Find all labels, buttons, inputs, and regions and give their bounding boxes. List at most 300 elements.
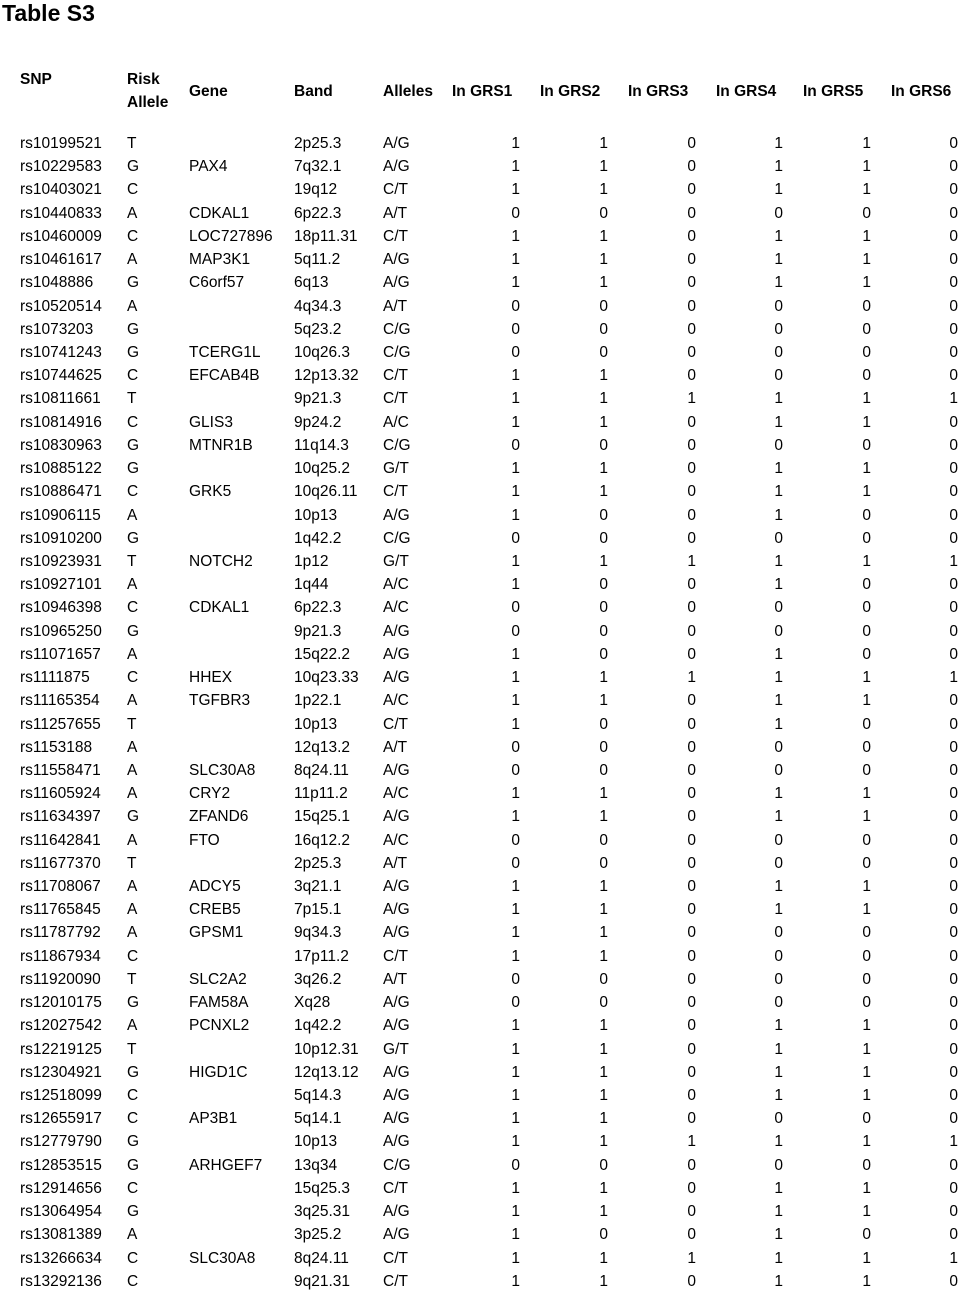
cell-grs1: 1 xyxy=(511,1017,520,1035)
cell-alleles: A/C xyxy=(383,831,409,849)
cell-risk-allele: T xyxy=(127,390,137,408)
cell-risk-allele: A xyxy=(127,506,138,524)
cell-grs6: 0 xyxy=(949,1063,958,1081)
cell-alleles: A/C xyxy=(383,576,409,594)
cell-risk-allele: C xyxy=(127,1272,139,1290)
cell-band: 15q25.1 xyxy=(294,808,351,826)
cell-gene: TCERG1L xyxy=(189,343,261,361)
cell-grs5: 0 xyxy=(862,924,871,942)
cell-band: 9p21.3 xyxy=(294,622,342,640)
cell-grs5: 1 xyxy=(862,460,871,478)
cell-gene: CRY2 xyxy=(189,785,231,803)
cell-gene: ZFAND6 xyxy=(189,808,249,826)
cell-alleles: A/T xyxy=(383,854,408,872)
cell-grs5: 1 xyxy=(862,1272,871,1290)
cell-risk-allele: A xyxy=(127,878,138,896)
cell-risk-allele: C xyxy=(127,669,139,687)
cell-grs3: 1 xyxy=(687,1249,696,1267)
cell-alleles: C/G xyxy=(383,529,411,547)
cell-snp: rs10906115 xyxy=(20,506,101,524)
cell-grs3: 0 xyxy=(687,135,696,152)
cell-grs6: 0 xyxy=(949,320,958,338)
cell-alleles: C/T xyxy=(383,947,408,965)
cell-gene: EFCAB4B xyxy=(189,367,260,385)
cell-grs2: 0 xyxy=(599,645,608,663)
cell-grs2: 1 xyxy=(599,924,608,942)
cell-snp: rs12219125 xyxy=(20,1040,102,1058)
cell-grs6: 0 xyxy=(949,529,958,547)
cell-grs3: 0 xyxy=(687,994,696,1012)
cell-grs2: 0 xyxy=(599,436,608,454)
cell-risk-allele: C xyxy=(127,227,139,245)
cell-band: 10q25.2 xyxy=(294,460,351,478)
cell-risk-allele: G xyxy=(127,1063,140,1081)
cell-snp: rs12655917 xyxy=(20,1110,102,1128)
cell-risk-allele: A xyxy=(127,251,138,269)
cell-snp: rs12027542 xyxy=(20,1017,102,1035)
cell-grs5: 1 xyxy=(862,878,871,896)
cell-grs4: 1 xyxy=(774,506,783,524)
cell-grs1: 0 xyxy=(511,343,520,361)
cell-risk-allele: G xyxy=(127,529,140,547)
cell-grs2: 1 xyxy=(599,785,608,803)
cell-risk-allele: C xyxy=(127,599,139,617)
cell-grs3: 0 xyxy=(687,436,696,454)
cell-alleles: C/T xyxy=(383,181,408,199)
cell-grs4: 0 xyxy=(774,529,783,547)
cell-grs4: 1 xyxy=(774,1040,783,1058)
cell-grs4: 1 xyxy=(774,483,783,501)
cell-gene: SLC30A8 xyxy=(189,1249,256,1267)
cell-grs1: 1 xyxy=(511,413,520,431)
cell-grs4: 1 xyxy=(774,1063,783,1081)
cell-band: 1p22.1 xyxy=(294,692,342,710)
header-snp: SNP xyxy=(20,71,52,88)
cell-alleles: A/G xyxy=(383,1063,410,1081)
cell-grs4: 0 xyxy=(774,994,783,1012)
cell-grs3: 0 xyxy=(687,645,696,663)
cell-grs4: 0 xyxy=(774,947,783,965)
cell-grs2: 1 xyxy=(599,413,608,431)
cell-snp: rs10886471 xyxy=(20,483,102,501)
cell-risk-allele: T xyxy=(127,135,137,152)
cell-risk-allele: A xyxy=(127,738,138,756)
cell-grs1: 1 xyxy=(511,1226,520,1244)
cell-alleles: C/G xyxy=(383,436,411,454)
cell-snp: rs10946398 xyxy=(20,599,102,617)
cell-grs6: 0 xyxy=(949,970,958,988)
cell-snp: rs11605924 xyxy=(20,785,101,803)
cell-alleles: C/G xyxy=(383,320,411,338)
cell-gene: LOC727896 xyxy=(189,227,273,245)
cell-band: 5q11.2 xyxy=(294,251,341,269)
cell-grs1: 1 xyxy=(511,1179,520,1197)
cell-grs5: 0 xyxy=(862,436,871,454)
cell-grs2: 0 xyxy=(599,297,608,315)
cell-snp: rs10830963 xyxy=(20,436,102,454)
cell-band: 2p25.3 xyxy=(294,135,342,152)
cell-grs4: 0 xyxy=(774,831,783,849)
cell-grs6: 0 xyxy=(949,135,958,152)
cell-risk-allele: C xyxy=(127,413,139,431)
cell-grs1: 1 xyxy=(511,715,520,733)
cell-band: 9q21.31 xyxy=(294,1272,351,1290)
cell-grs5: 1 xyxy=(862,390,871,408)
cell-grs3: 1 xyxy=(687,390,696,408)
cell-alleles: A/G xyxy=(383,1110,410,1128)
cell-grs4: 1 xyxy=(774,1179,783,1197)
cell-risk-allele: C xyxy=(127,1249,139,1267)
cell-alleles: A/G xyxy=(383,135,410,152)
cell-grs3: 0 xyxy=(687,622,696,640)
cell-snp: rs1111875 xyxy=(20,669,90,687)
cell-grs4: 0 xyxy=(774,854,783,872)
cell-risk-allele: G xyxy=(127,1203,140,1221)
cell-alleles: C/G xyxy=(383,343,411,361)
cell-band: 10p13 xyxy=(294,1133,338,1151)
cell-snp: rs1048886 xyxy=(20,274,94,292)
cell-grs3: 0 xyxy=(687,227,696,245)
cell-risk-allele: C xyxy=(127,1179,139,1197)
cell-grs5: 0 xyxy=(862,576,871,594)
cell-grs3: 0 xyxy=(687,506,696,524)
cell-grs1: 0 xyxy=(511,831,520,849)
cell-grs4: 0 xyxy=(774,343,783,361)
cell-grs3: 0 xyxy=(687,785,696,803)
cell-grs1: 1 xyxy=(511,227,520,245)
cell-band: 6q13 xyxy=(294,274,329,292)
cell-grs1: 0 xyxy=(511,1156,520,1174)
cell-risk-allele: G xyxy=(127,274,140,292)
cell-band: 3q25.31 xyxy=(294,1203,351,1221)
cell-grs5: 1 xyxy=(862,1063,871,1081)
cell-grs3: 0 xyxy=(687,1040,696,1058)
cell-grs2: 1 xyxy=(599,181,608,199)
cell-grs6: 0 xyxy=(949,251,958,269)
cell-alleles: A/G xyxy=(383,808,410,826)
cell-snp: rs10927101 xyxy=(20,576,102,594)
cell-band: 10q26.11 xyxy=(294,483,358,501)
cell-band: 18p11.31 xyxy=(294,227,358,245)
cell-snp: rs12914656 xyxy=(20,1179,102,1197)
cell-grs2: 1 xyxy=(599,1249,608,1267)
cell-grs3: 0 xyxy=(687,878,696,896)
cell-grs2: 0 xyxy=(599,738,608,756)
cell-band: 1q44 xyxy=(294,576,329,594)
cell-grs1: 1 xyxy=(511,669,520,687)
cell-grs1: 0 xyxy=(511,761,520,779)
cell-grs5: 0 xyxy=(862,320,871,338)
cell-alleles: A/T xyxy=(383,970,408,988)
cell-alleles: A/G xyxy=(383,1017,410,1035)
cell-alleles: C/T xyxy=(383,367,408,385)
cell-risk-allele: A xyxy=(127,1226,138,1244)
cell-snp: rs10520514 xyxy=(20,297,102,315)
cell-grs2: 1 xyxy=(599,274,608,292)
cell-grs2: 0 xyxy=(599,994,608,1012)
cell-grs5: 0 xyxy=(862,1156,871,1174)
cell-band: 15q25.3 xyxy=(294,1179,351,1197)
cell-grs6: 0 xyxy=(949,1040,958,1058)
cell-grs5: 0 xyxy=(862,1110,871,1128)
cell-grs1: 0 xyxy=(511,970,520,988)
cell-grs4: 1 xyxy=(774,1272,783,1290)
cell-risk-allele: G xyxy=(127,1156,140,1174)
cell-snp: rs10403021 xyxy=(20,181,102,199)
cell-grs5: 0 xyxy=(862,970,871,988)
cell-risk-allele: T xyxy=(127,552,137,570)
cell-snp: rs11257655 xyxy=(20,715,101,733)
cell-grs4: 1 xyxy=(774,901,783,919)
header-grs6: In GRS6 xyxy=(891,83,952,100)
cell-snp: rs11708067 xyxy=(20,878,101,896)
cell-grs5: 1 xyxy=(862,1203,871,1221)
cell-band: 10q23.33 xyxy=(294,669,359,687)
cell-band: 12q13.12 xyxy=(294,1063,359,1081)
cell-grs5: 1 xyxy=(862,1179,871,1197)
cell-grs1: 1 xyxy=(511,1203,520,1221)
cell-snp: rs11765845 xyxy=(20,901,101,919)
cell-grs2: 1 xyxy=(599,1087,608,1105)
cell-grs6: 0 xyxy=(949,1272,958,1290)
cell-grs5: 0 xyxy=(862,622,871,640)
cell-snp: rs11787792 xyxy=(20,924,101,942)
cell-grs6: 0 xyxy=(949,1087,958,1105)
cell-grs3: 0 xyxy=(687,947,696,965)
cell-gene: GRK5 xyxy=(189,483,232,501)
cell-grs5: 1 xyxy=(862,669,871,687)
cell-risk-allele: G xyxy=(127,622,140,640)
cell-grs6: 0 xyxy=(949,576,958,594)
cell-grs5: 0 xyxy=(862,738,871,756)
cell-grs4: 1 xyxy=(774,1087,783,1105)
cell-grs2: 0 xyxy=(599,320,608,338)
cell-snp: rs10814916 xyxy=(20,413,102,431)
cell-grs6: 1 xyxy=(949,669,958,687)
cell-grs2: 0 xyxy=(599,854,608,872)
cell-grs3: 0 xyxy=(687,367,696,385)
cell-risk-allele: T xyxy=(127,854,137,872)
cell-grs3: 0 xyxy=(687,274,696,292)
cell-grs2: 1 xyxy=(599,692,608,710)
cell-grs5: 0 xyxy=(862,854,871,872)
cell-alleles: A/G xyxy=(383,669,410,687)
cell-grs6: 0 xyxy=(949,785,958,803)
cell-grs3: 1 xyxy=(687,552,696,570)
header-risk-allele-line1: Risk xyxy=(127,71,160,88)
header-grs5: In GRS5 xyxy=(803,83,864,100)
cell-snp: rs11642841 xyxy=(20,831,101,849)
cell-risk-allele: T xyxy=(127,715,137,733)
cell-band: 1p12 xyxy=(294,552,329,570)
cell-grs1: 1 xyxy=(511,1272,520,1290)
cell-grs3: 0 xyxy=(687,576,696,594)
cell-grs3: 0 xyxy=(687,320,696,338)
cell-grs5: 0 xyxy=(862,761,871,779)
cell-grs2: 1 xyxy=(599,1133,608,1151)
cell-gene: TGFBR3 xyxy=(189,692,251,710)
cell-grs1: 1 xyxy=(511,181,520,199)
cell-grs6: 0 xyxy=(949,367,958,385)
cell-alleles: C/G xyxy=(383,1156,411,1174)
cell-grs4: 1 xyxy=(774,808,783,826)
cell-grs3: 0 xyxy=(687,460,696,478)
cell-grs6: 0 xyxy=(949,692,958,710)
cell-snp: rs10199521 xyxy=(20,135,102,152)
cell-grs6: 0 xyxy=(949,947,958,965)
cell-snp: rs11165354 xyxy=(20,692,100,710)
cell-alleles: G/T xyxy=(383,460,409,478)
cell-band: 3p25.2 xyxy=(294,1226,342,1244)
cell-grs2: 1 xyxy=(599,1110,608,1128)
cell-risk-allele: C xyxy=(127,1110,139,1128)
cell-grs5: 0 xyxy=(862,715,871,733)
cell-alleles: A/T xyxy=(383,204,408,222)
cell-grs3: 0 xyxy=(687,1063,696,1081)
cell-grs5: 1 xyxy=(862,251,871,269)
cell-grs2: 1 xyxy=(599,483,608,501)
cell-snp: rs13081389 xyxy=(20,1226,102,1244)
cell-grs4: 1 xyxy=(774,576,783,594)
cell-risk-allele: G xyxy=(127,460,140,478)
cell-grs1: 1 xyxy=(511,901,520,919)
cell-band: 1q42.2 xyxy=(294,529,342,547)
cell-grs6: 0 xyxy=(949,297,958,315)
cell-band: 9q34.3 xyxy=(294,924,342,942)
cell-grs2: 1 xyxy=(599,552,608,570)
cell-grs2: 0 xyxy=(599,1226,608,1244)
cell-risk-allele: A xyxy=(127,761,138,779)
cell-grs6: 0 xyxy=(949,761,958,779)
cell-grs2: 0 xyxy=(599,715,608,733)
cell-grs1: 1 xyxy=(511,1110,520,1128)
cell-gene: CDKAL1 xyxy=(189,599,250,617)
cell-grs4: 0 xyxy=(774,1156,783,1174)
cell-snp: rs12779790 xyxy=(20,1133,102,1151)
cell-gene: CREB5 xyxy=(189,901,241,919)
cell-grs4: 1 xyxy=(774,552,783,570)
cell-grs1: 1 xyxy=(511,460,520,478)
cell-snp: rs10965250 xyxy=(20,622,102,640)
cell-grs1: 0 xyxy=(511,994,520,1012)
cell-grs6: 0 xyxy=(949,436,958,454)
cell-band: 10p13 xyxy=(294,506,338,524)
cell-risk-allele: C xyxy=(127,483,139,501)
cell-band: 8q24.11 xyxy=(294,1249,349,1267)
cell-grs5: 1 xyxy=(862,552,871,570)
cell-grs2: 1 xyxy=(599,1063,608,1081)
cell-risk-allele: A xyxy=(127,645,138,663)
cell-grs4: 1 xyxy=(774,274,783,292)
cell-gene: HHEX xyxy=(189,669,233,687)
cell-grs6: 0 xyxy=(949,204,958,222)
cell-grs4: 1 xyxy=(774,1017,783,1035)
cell-risk-allele: C xyxy=(127,181,139,199)
cell-grs4: 1 xyxy=(774,1226,783,1244)
cell-alleles: A/G xyxy=(383,645,410,663)
cell-grs6: 0 xyxy=(949,158,958,176)
cell-alleles: C/T xyxy=(383,715,408,733)
cell-grs2: 0 xyxy=(599,576,608,594)
cell-risk-allele: C xyxy=(127,947,139,965)
cell-grs6: 0 xyxy=(949,506,958,524)
cell-gene: PAX4 xyxy=(189,158,228,176)
cell-band: 1q42.2 xyxy=(294,1017,342,1035)
cell-grs2: 1 xyxy=(599,808,608,826)
cell-risk-allele: G xyxy=(127,158,140,176)
cell-grs6: 0 xyxy=(949,1156,958,1174)
cell-grs6: 1 xyxy=(949,1133,958,1151)
cell-grs3: 0 xyxy=(687,1272,696,1290)
cell-alleles: A/G xyxy=(383,274,410,292)
cell-grs3: 0 xyxy=(687,158,696,176)
cell-grs3: 0 xyxy=(687,413,696,431)
cell-band: 11q14.3 xyxy=(294,436,349,454)
cell-snp: rs12304921 xyxy=(20,1063,102,1081)
cell-grs5: 0 xyxy=(862,1226,871,1244)
header-grs3: In GRS3 xyxy=(628,83,689,100)
cell-snp: rs10885122 xyxy=(20,460,102,478)
cell-grs4: 1 xyxy=(774,413,783,431)
cell-grs2: 1 xyxy=(599,460,608,478)
cell-gene: FAM58A xyxy=(189,994,249,1012)
cell-snp: rs10811661 xyxy=(20,390,101,408)
cell-grs5: 1 xyxy=(862,785,871,803)
cell-grs6: 0 xyxy=(949,924,958,942)
cell-grs1: 0 xyxy=(511,436,520,454)
cell-grs6: 0 xyxy=(949,854,958,872)
cell-gene: FTO xyxy=(189,831,220,849)
cell-alleles: A/G xyxy=(383,1203,410,1221)
header-band: Band xyxy=(294,83,333,100)
cell-grs5: 0 xyxy=(862,994,871,1012)
cell-gene: SLC2A2 xyxy=(189,970,247,988)
cell-snp: rs10910200 xyxy=(20,529,102,547)
cell-grs4: 1 xyxy=(774,715,783,733)
cell-grs4: 0 xyxy=(774,320,783,338)
cell-grs4: 0 xyxy=(774,599,783,617)
cell-grs1: 1 xyxy=(511,1133,520,1151)
cell-grs6: 0 xyxy=(949,1203,958,1221)
cell-grs4: 1 xyxy=(774,1133,783,1151)
cell-grs1: 1 xyxy=(511,135,520,152)
cell-grs3: 1 xyxy=(687,1133,696,1151)
cell-grs2: 0 xyxy=(599,761,608,779)
cell-grs6: 0 xyxy=(949,1017,958,1035)
cell-grs2: 1 xyxy=(599,390,608,408)
cell-grs2: 0 xyxy=(599,599,608,617)
cell-band: 9p24.2 xyxy=(294,413,342,431)
cell-grs3: 0 xyxy=(687,761,696,779)
cell-risk-allele: C xyxy=(127,367,139,385)
cell-gene: ARHGEF7 xyxy=(189,1156,263,1174)
cell-grs5: 1 xyxy=(862,1087,871,1105)
cell-grs4: 0 xyxy=(774,761,783,779)
cell-alleles: A/G xyxy=(383,1087,410,1105)
cell-risk-allele: C xyxy=(127,1087,139,1105)
cell-band: 3q26.2 xyxy=(294,970,342,988)
cell-grs2: 0 xyxy=(599,506,608,524)
cell-gene: HIGD1C xyxy=(189,1063,248,1081)
cell-grs3: 0 xyxy=(687,599,696,617)
header-grs1: In GRS1 xyxy=(452,83,513,100)
cell-grs1: 1 xyxy=(511,692,520,710)
cell-snp: rs10923931 xyxy=(20,552,102,570)
cell-risk-allele: A xyxy=(127,924,138,942)
cell-grs1: 0 xyxy=(511,320,520,338)
cell-grs1: 0 xyxy=(511,297,520,315)
cell-alleles: A/G xyxy=(383,994,410,1012)
